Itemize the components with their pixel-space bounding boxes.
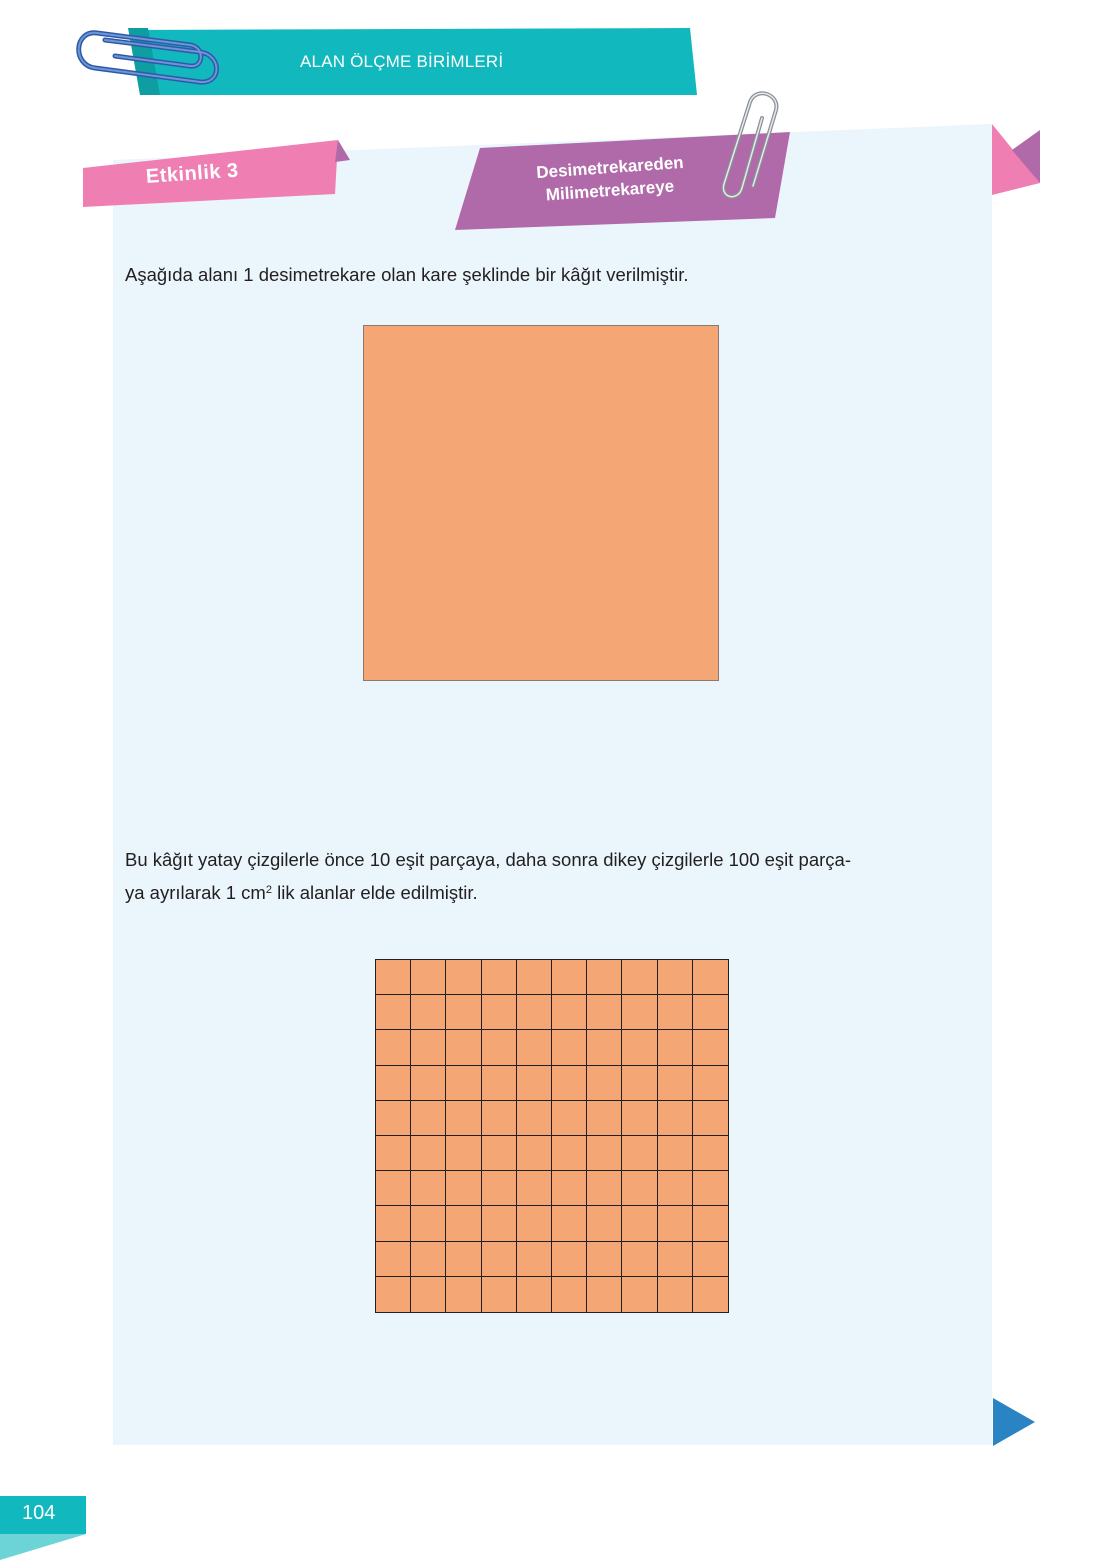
grid-cell	[658, 1171, 693, 1206]
grid-cell	[411, 1101, 446, 1136]
paragraph-intro: Aşağıda alanı 1 desimetrekare olan kare şeklinde bir kâğıt verilmiştir.	[125, 264, 689, 285]
grid-cell	[587, 1171, 622, 1206]
grid-cell	[482, 1066, 517, 1101]
grid-cell	[376, 1030, 411, 1065]
grid-cell	[693, 1136, 728, 1171]
grid-cell	[517, 1101, 552, 1136]
grid-cell	[411, 1242, 446, 1277]
grid-cell	[517, 1030, 552, 1065]
grid-cell	[411, 1277, 446, 1312]
grid-cell	[517, 1171, 552, 1206]
grid-cell	[517, 960, 552, 995]
grid-cell	[658, 1242, 693, 1277]
grid-cell	[693, 1206, 728, 1241]
grid-cell	[482, 995, 517, 1030]
grid-cell	[622, 1277, 657, 1312]
activity-subtitle-line-2: Milimetrekareye	[545, 176, 675, 205]
grid-cell	[693, 1277, 728, 1312]
grid-cell	[446, 1171, 481, 1206]
centimeter-grid	[375, 959, 729, 1313]
superscript-two: 2	[265, 884, 272, 896]
paragraph-division-text-end: lik alanlar elde edilmiştir.	[271, 882, 478, 903]
decimeter-square-paper	[363, 325, 719, 681]
grid-cell	[446, 1101, 481, 1136]
grid-cell	[622, 1242, 657, 1277]
grid-cell	[587, 1101, 622, 1136]
grid-cell	[411, 1030, 446, 1065]
grid-cell	[376, 1242, 411, 1277]
grid-cell	[693, 1066, 728, 1101]
grid-cell	[693, 1242, 728, 1277]
grid-cell	[622, 1206, 657, 1241]
grid-cell	[587, 1136, 622, 1171]
grid-cell	[658, 1136, 693, 1171]
grid-cell	[622, 1136, 657, 1171]
grid-cell	[517, 995, 552, 1030]
grid-cell	[552, 1206, 587, 1241]
grid-cell	[517, 1206, 552, 1241]
grid-cell	[658, 1101, 693, 1136]
grid-cell	[517, 1136, 552, 1171]
grid-cell	[552, 1101, 587, 1136]
grid-cell	[693, 995, 728, 1030]
grid-cell	[693, 960, 728, 995]
paragraph-division-line-1: Bu kâğıt yatay çizgilerle önce 10 eşit parçaya, daha sonra dikey çizgilerle 100 eşit parça-	[125, 849, 851, 870]
grid-cell	[446, 1242, 481, 1277]
grid-cell	[446, 1030, 481, 1065]
grid-cell	[482, 1277, 517, 1312]
grid-cell	[552, 1171, 587, 1206]
grid-cell	[411, 1066, 446, 1101]
grid-cell	[587, 960, 622, 995]
activity-tab-label: Etkinlik 3	[145, 159, 240, 188]
grid-cell	[411, 1136, 446, 1171]
grid-cell	[376, 1206, 411, 1241]
next-arrow-icon[interactable]	[993, 1398, 1035, 1446]
grid-cell	[622, 960, 657, 995]
grid-cell	[587, 1242, 622, 1277]
grid-cell	[482, 1101, 517, 1136]
activity-subtitle-line-1: Desimetrekareden	[535, 152, 685, 183]
grid-cell	[552, 1242, 587, 1277]
grid-cell	[446, 960, 481, 995]
grid-cell	[482, 1206, 517, 1241]
header-title: ALAN ÖLÇME BİRİMLERİ	[300, 52, 504, 71]
grid-cell	[376, 995, 411, 1030]
grid-cell	[622, 1066, 657, 1101]
paragraph-division-line-2	[125, 876, 995, 909]
grid-cell	[552, 1136, 587, 1171]
grid-cell	[517, 1277, 552, 1312]
grid-cell	[622, 1030, 657, 1065]
grid-cell	[552, 1030, 587, 1065]
grid-cell	[376, 1101, 411, 1136]
grid-cell	[552, 1277, 587, 1312]
grid-cell	[446, 1066, 481, 1101]
grid-cell	[693, 1171, 728, 1206]
grid-cell	[446, 1206, 481, 1241]
grid-cell	[517, 1066, 552, 1101]
grid-cell	[376, 960, 411, 995]
grid-cell	[482, 1136, 517, 1171]
grid-cell	[482, 1030, 517, 1065]
grid-cell	[693, 1030, 728, 1065]
grid-cell	[552, 960, 587, 995]
grid-cell	[411, 1171, 446, 1206]
grid-cell	[446, 1277, 481, 1312]
grid-cell	[658, 1066, 693, 1101]
grid-cell	[411, 1206, 446, 1241]
grid-cell	[552, 995, 587, 1030]
grid-cell	[622, 1101, 657, 1136]
grid-cell	[446, 995, 481, 1030]
grid-cell	[693, 1101, 728, 1136]
grid-cell	[517, 1242, 552, 1277]
grid-cell	[622, 1171, 657, 1206]
grid-cell	[587, 1277, 622, 1312]
grid-cell	[658, 960, 693, 995]
grid-cell	[376, 1277, 411, 1312]
grid-cell	[446, 1136, 481, 1171]
grid-cell	[411, 995, 446, 1030]
grid-cell	[376, 1136, 411, 1171]
grid-cell	[622, 995, 657, 1030]
grid-cell	[376, 1066, 411, 1101]
grid-cell	[482, 960, 517, 995]
grid-cell	[587, 1066, 622, 1101]
grid-cell	[658, 1030, 693, 1065]
grid-cell	[552, 1066, 587, 1101]
grid-cell	[376, 1171, 411, 1206]
grid-cell	[587, 1030, 622, 1065]
page-number: 104	[22, 1502, 56, 1524]
grid-cell	[658, 1277, 693, 1312]
grid-cell	[658, 1206, 693, 1241]
grid-cell	[482, 1171, 517, 1206]
grid-cell	[587, 1206, 622, 1241]
paragraph-division-text: ya ayrılarak 1 cm	[125, 882, 266, 903]
grid-cell	[482, 1242, 517, 1277]
grid-cell	[411, 960, 446, 995]
grid-cell	[587, 995, 622, 1030]
grid-cell	[658, 995, 693, 1030]
